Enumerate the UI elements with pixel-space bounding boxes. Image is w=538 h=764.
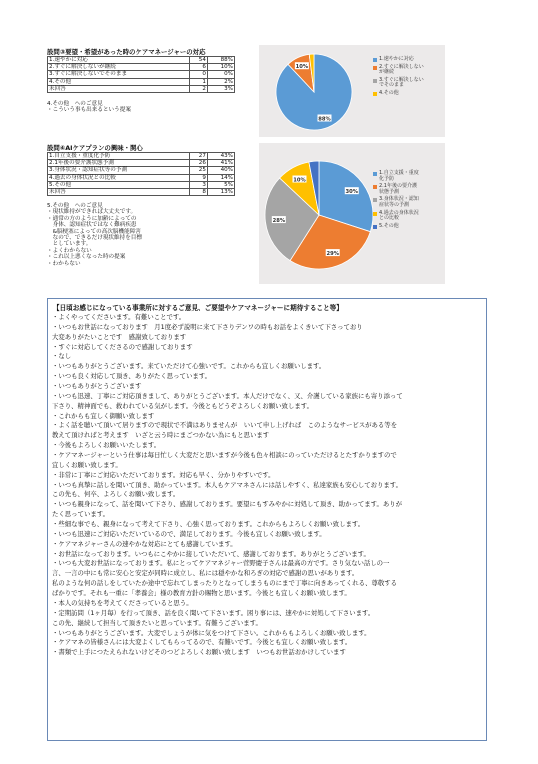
legend-item (373, 57, 443, 63)
comment-line: ・ケアマネジャーさんの速やかな対応にとても感謝しています。 (52, 539, 237, 548)
table-row (48, 64, 235, 71)
table-row (48, 85, 235, 92)
table-cell-label: 4.その他 (48, 78, 190, 85)
comment-line: 言、一言の中にも常に安心と安定が同時に成立し、私には穏やかな和ろぎの対応で感謝の思いがあります。 (52, 569, 359, 578)
comment-line: ・今後もよろしくお願いいたします。 (52, 441, 161, 450)
table-cell-count: 3 (190, 181, 208, 188)
table-row (48, 153, 235, 160)
comment-line: ・いつもありがとうございます。来ていただけて心強いです。これからも宜しくお願いします。 (52, 362, 326, 371)
legend-swatch (373, 212, 377, 216)
comment-line: 下さり、精神面でも、救われている気がします。今後ともどうぞよろしくお願い致します。 (52, 401, 313, 410)
legend-item (373, 91, 443, 97)
table-row (48, 160, 235, 167)
comment-line: ・本人の気持ちを考えてくださっていると思う。 (52, 598, 193, 607)
table-cell-label: 1.速やかに対応 (48, 57, 190, 64)
comment-line: ・いつもありがとうございます (52, 382, 142, 391)
comment-line: ・些細な事でも、親身になって考えて下さり、心強く思っております。これからもよろしくお願い致します。 (52, 520, 365, 529)
legend-swatch (373, 172, 377, 176)
chart2-legend (373, 171, 443, 231)
comment-line: 宜しくお願い致します。 (52, 460, 122, 469)
pie-chart-1 (259, 45, 369, 137)
comment-line: ・書類で上手につたえられないけどそのつどよろしくお願い致します いつもお世話おかけしています (52, 648, 346, 657)
table-cell-pct: 0% (207, 71, 234, 78)
legend-item (373, 171, 443, 182)
table-row (48, 71, 235, 78)
table-cell-count: 25 (190, 167, 208, 174)
table-cell-count: 0 (190, 71, 208, 78)
comment-line: ・いつも大変お世話になっております。私にとってケアマネジャー菅野慶子さんは最高の方です。さり気ない話しの一 (52, 559, 390, 568)
comment-line: ・ケアマネージャーという仕事は毎日忙しく大変だと思いますが今後も色々相談にのっていただけるとたすかりますので (52, 451, 397, 460)
table-cell-pct: 41% (207, 160, 234, 167)
comment-line: ・定期訪問（1ヶ月毎）を行って頂き、話を良く聞いて下さいます。困り事には、速やかに対処して下さいます。 (52, 608, 375, 617)
comment-line: ・これからも宜しく御願い致します (52, 411, 155, 420)
comment-line: ・いつも真摯に話しを聞いて頂き、助かっています。本人もケアマネさんには話しやすく、私達家族も安心しております。 (52, 480, 403, 489)
legend-swatch (373, 79, 377, 83)
legend-item (373, 197, 443, 208)
legend-swatch (373, 225, 377, 229)
table-row (48, 189, 235, 196)
comment-line: ・いつも親身になって、話を聞いて下さり、感謝しております。要望にもすみやかに対処して頂き、助かってます。ありが (52, 500, 403, 509)
comment-line: ・ケアマネの皆様さんには大変よくしてもらってるので、有難いです。今後とも宜しくお願い致します。 (52, 638, 352, 647)
comment-line: ・いつもお世話になっております 月1度必ず説明に来て下さりデンワの時もお話をよくきいて下さっており (52, 322, 363, 331)
comment-line: ばかりです。それも一重に「孝養会」様の教育方針の賜物と思います。今後とも宜しくお願い致します。 (52, 589, 351, 598)
table-row (48, 78, 235, 85)
legend-label: 4.過去の身体状況 との比較 (379, 209, 419, 222)
table-cell-pct: 13% (207, 189, 234, 196)
comment-line: ・お世話になっております。いつもにこやかに接していただいて、感謝しております。ありがとうございます。 (52, 549, 370, 558)
chart2-area (259, 143, 445, 284)
data-label: 30% (345, 189, 358, 196)
chart1-area (259, 45, 445, 137)
table-cell-label: 5.その他 (48, 181, 190, 188)
table-row (48, 181, 235, 188)
comment-line: この先も、何卒、よろしくお願い致します。 (52, 490, 180, 499)
comments-box (47, 298, 487, 741)
comment-line: ・なし (52, 352, 72, 361)
legend-swatch (373, 58, 377, 62)
comment-line: ・すぐに対応してくださるので感謝しております (52, 342, 193, 351)
legend-swatch (373, 66, 377, 70)
table-cell-label: 2.すぐに解決しないが継続 (48, 64, 190, 71)
table-cell-pct: 2% (207, 78, 234, 85)
table-cell-pct: 5% (207, 181, 234, 188)
section2-title: 設問④AIケアプランの興味・関心 (47, 144, 143, 152)
table-cell-count: 6 (190, 64, 208, 71)
table-cell-label: 3.身体状況・認知症状等の予測 (48, 167, 190, 174)
table-cell-count: 27 (190, 153, 208, 160)
table-row (48, 174, 235, 181)
legend-swatch (373, 198, 377, 202)
section1-notes: 4.その他 へのご意見 ・こういう事も出来るという提案 (47, 101, 131, 114)
table-cell-label: 1.自立支援・重度化予防 (48, 153, 190, 160)
table-cell-pct: 40% (207, 167, 234, 174)
comment-line: ・よくやってくださいます。有難いことです。 (52, 313, 186, 321)
data-label: 28% (272, 218, 286, 225)
table-cell-count: 2 (190, 85, 208, 92)
legend-item (373, 65, 443, 76)
legend-label: 1.速やかに対応 (379, 56, 414, 62)
comment-line: ・いつも良く対応して頂き、ありがたく思っています。 (52, 372, 211, 381)
table-cell-label: 4.過去の身体状況との比較 (48, 174, 190, 181)
table-row (48, 57, 235, 64)
legend-swatch (373, 185, 377, 189)
table-cell-count: 1 (190, 78, 208, 85)
legend-label: 4.その他 (379, 89, 399, 96)
legend-label: 3.身体状況・認知 症状等の予測 (379, 196, 419, 208)
data-label: 10% (293, 177, 306, 184)
legend-item (373, 211, 443, 222)
section1-title: 設問③要望・希望があった時のケアマネージャーの対応 (47, 48, 206, 56)
legend-item (373, 184, 443, 195)
table-cell-pct: 88% (207, 57, 234, 64)
table-cell-pct: 10% (207, 64, 234, 71)
legend-label: 2.1年後の要介護 状態予測 (379, 183, 417, 195)
table-row (48, 167, 235, 174)
comment-line: 大変ありがたいことです 感謝致しております (52, 332, 187, 341)
section1-table (47, 56, 235, 93)
comment-line: 私のような何の話しをしていたか途中で忘れてしまったりとなってしまうものにまで丁寧に向きあってくれる、尊敬する (52, 579, 398, 588)
comment-line: 教えて頂ければと考えます いざと云う時にまごつかない為にもと思います (52, 431, 270, 440)
comment-line: ・いつもありがとうございます。大変でしょうが体に気をつけて下さい。これからもよろしくお願い致します。 (52, 628, 371, 637)
legend-label: 5.その他 (379, 222, 399, 229)
legend-label: 2.すぐに解決しない が継続 (379, 63, 424, 76)
legend-swatch (373, 92, 377, 96)
comments-header: 【日頃お感じになっている事業所に対するご意見、ご要望やケアマネージャーに期待すること等】 (53, 304, 343, 312)
data-label: 88% (318, 116, 331, 123)
table-cell-pct: 3% (207, 85, 234, 92)
pie-chart-2 (259, 143, 377, 284)
table-cell-count: 8 (190, 189, 208, 196)
comment-line: この先、継続して担当して頂きたいと思っています。有難うございます。 (52, 618, 262, 627)
table-cell-label: 2.1年後の要介護状態予測 (48, 160, 190, 167)
table-cell-count: 54 (190, 57, 208, 64)
legend-item (373, 224, 443, 230)
section2-notes: 5.その他 へのご意見 ・現状維持ができれば大丈夫です。 ・通常の方のように加齢によっての 身体、認知症状ではなく難病疾患 &脳梗塞によっての高次脳機能障害 なので、できるだけ現状維持を目標 としています。 ・よくわからない ・これ以上悪くなった時の提案 ・わからない (47, 203, 142, 267)
table-cell-count: 26 (190, 160, 208, 167)
section2-table (47, 152, 235, 196)
comment-line: ・よく話を聴いて頂いて居りますので現状で不満はありませんが いいて申し上げれば このようなサービスがある等を (52, 421, 398, 430)
legend-item (373, 78, 443, 89)
table-cell-label: 未回答 (48, 189, 190, 196)
table-cell-pct: 43% (207, 153, 234, 160)
comments-list (52, 313, 484, 658)
table-cell-count: 9 (190, 174, 208, 181)
comment-line: ・非常に丁寧にご対応いただいております。対応も早く、分かりやすいです。 (52, 470, 275, 479)
data-label: 29% (326, 251, 339, 258)
table-cell-label: 未回答 (48, 85, 190, 92)
legend-label: 1.自立支援・重度 化予防 (379, 170, 419, 182)
data-label: 10% (295, 64, 309, 71)
comment-line: ・いつも迅速にご対応いただいているので、満足しております。今後も宜しくお願い致します。 (52, 529, 326, 538)
comment-line: ・いつも迅速、丁寧にご対応頂きまして、ありがとうございます。本人だけでなく、又、介護している家族にも寄り添って (52, 391, 403, 400)
table-cell-label: 3.すぐに解決しないでそのまま (48, 71, 190, 78)
chart1-legend (373, 57, 443, 99)
legend-label: 3.すぐに解決しない でそのまま (379, 76, 424, 89)
comment-line: たく思っています。 (52, 510, 110, 519)
table-cell-pct: 14% (207, 174, 234, 181)
